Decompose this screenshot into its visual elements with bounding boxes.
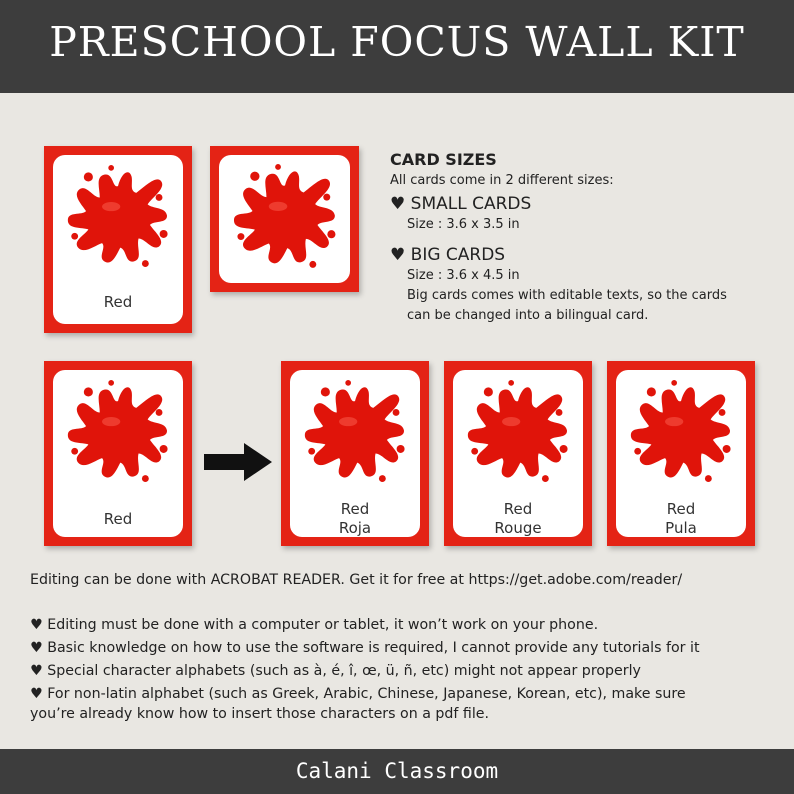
square-card-example [210, 146, 359, 292]
small-cards-title-text: SMALL CARDS [410, 194, 532, 214]
card-face [616, 370, 746, 537]
card-sizes-heading: CARD SIZES [390, 150, 497, 169]
small-cards-title [390, 193, 790, 215]
bilingual-card-2 [444, 361, 592, 546]
editing-instructions: Editing can be done with ACROBAT READER. Get it for free at https://get.adobe.com/reader/ [30, 572, 683, 588]
paint-splat-icon [461, 376, 575, 490]
card-sizes-intro: All cards come in 2 different sizes: [390, 173, 614, 188]
card-face [290, 370, 420, 537]
paint-splat-icon [61, 161, 175, 275]
paint-splat-icon [298, 376, 412, 490]
small-card-example [44, 146, 192, 333]
card-face [453, 370, 583, 537]
big-card-example [44, 361, 192, 546]
big-cards-size: Size : 3.6 x 4.5 in [407, 268, 520, 283]
bilingual-card-1 [281, 361, 429, 546]
heart-bullet: ♥ [390, 194, 406, 214]
card-label-english: Red [503, 500, 533, 518]
footer-bar [0, 749, 794, 794]
card-face [53, 370, 183, 537]
big-cards-title-text: BIG CARDS [410, 245, 506, 265]
card-label: Red [103, 510, 133, 528]
note-item: ♥ Editing must be done with a computer or tablet, it won’t work on your phone. [30, 617, 599, 633]
heart-bullet: ♥ [390, 245, 406, 265]
note-item: ♥ Basic knowledge on how to use the software is required, I cannot provide any tutorials for it [30, 640, 700, 656]
editing-notes [30, 570, 790, 724]
card-label: Red [103, 293, 133, 311]
card-label-english: Red [666, 500, 696, 518]
small-cards-size: Size : 3.6 x 3.5 in [407, 217, 520, 232]
card-label-english: Red [340, 500, 370, 518]
page-title: PRESCHOOL FOCUS WALL KIT [49, 18, 745, 66]
bilingual-card-3 [607, 361, 755, 546]
right-arrow-icon [204, 443, 272, 481]
card-sizes-info [390, 150, 790, 326]
note-item: ♥ For non-latin alphabet (such as Greek, Arabic, Chinese, Japanese, Korean, etc), make sure [30, 686, 686, 702]
paint-splat-icon [61, 376, 175, 490]
note-item-continuation: you’re already know how to insert those characters on a pdf file. [30, 706, 490, 722]
header-bar [0, 0, 794, 93]
big-cards-note-2: can be changed into a bilingual card. [407, 308, 649, 323]
big-cards-note-1: Big cards comes with editable texts, so the cards [407, 288, 727, 303]
card-face [219, 155, 350, 283]
card-face [53, 155, 183, 324]
big-cards-title [390, 244, 790, 266]
card-label-translation: Roja [338, 519, 372, 537]
card-label-translation: Pula [665, 519, 697, 537]
card-label-translation: Rouge [494, 519, 542, 537]
note-item: ♥ Special character alphabets (such as à, é, î, œ, ü, ñ, etc) might not appear properly [30, 663, 641, 679]
paint-splat-icon [624, 376, 738, 490]
paint-splat-icon [227, 160, 343, 276]
footer-brand: Calani Classroom [295, 759, 499, 783]
